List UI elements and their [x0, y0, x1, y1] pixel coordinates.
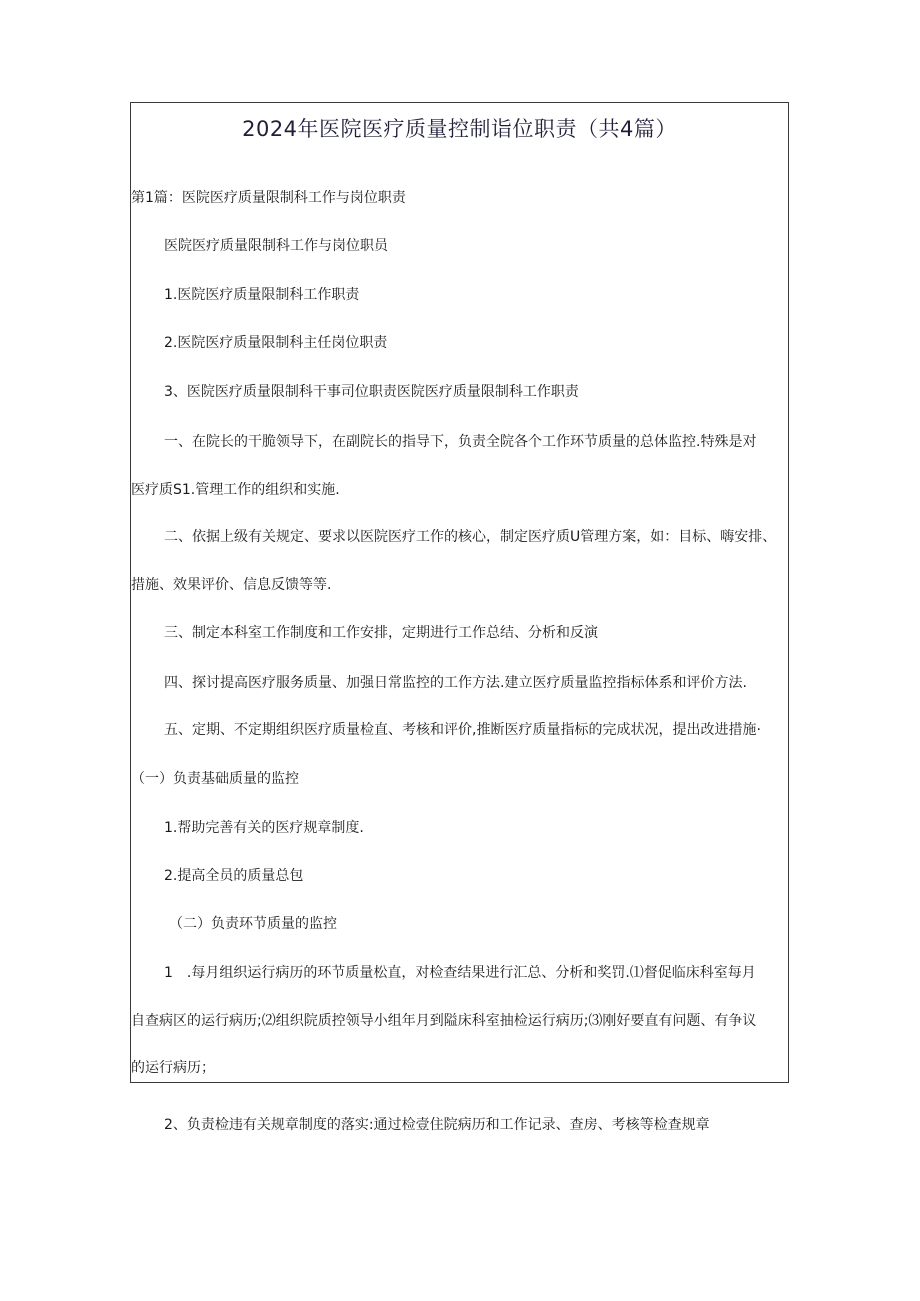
list-item-line: 2.医院医疗质量限制科主任岗位职责 [164, 335, 388, 351]
paragraph-line: 2、负责检违有关规章制度的落实:通过检壹住院病历和工作记录、查房、考核等检查规章 [164, 1117, 710, 1133]
paragraph-line: 一、在院长的干脆领导下，在副院长的指导下，负责全院各个工作环节质量的总体监控.特殊是对 [164, 434, 757, 450]
paragraph-line: 医疗质S1.管理工作的组织和实施. [131, 482, 340, 498]
paragraph-line: 医院医疗质量限制科工作与岗位职员 [164, 238, 388, 254]
paragraph-line: 五、定期、不定期组织医疗质量检直、考核和评价,推断医疗质量指标的完成状况，提出改进措施· [164, 722, 761, 738]
list-item-line: 1.医院医疗质量限制科工作职责 [164, 287, 360, 303]
paragraph-line: 措施、效果评价、信息反馈等等. [131, 577, 332, 593]
paragraph-line: 四、探讨提高医疗服务质量、加强日常监控的工作方法.建立医疗质量监控指标体系和评价方法. [164, 675, 747, 691]
section-heading-part-1: 第1篇：医院医疗质量限制科工作与岗位职责 [131, 190, 406, 206]
list-item-line: 1.帮助完善有关的医疗规章制度. [164, 820, 364, 836]
subsection-heading: （二）负责环节质量的监控 [169, 916, 337, 932]
paragraph-line: 的运行病历； [131, 1060, 215, 1076]
paragraph-line: 二、依据上级有关规定、要求以医院医疗工作的核心，制定医疗质U管理方案，如：目标、嗨安排、 [164, 529, 777, 545]
paragraph-line: 自查病区的运行病历;⑵组织院质控领导小组年月到隘床科室抽检运行病历;⑶刚好要直有问题、有争议 [131, 1013, 757, 1029]
paragraph-line: 三、制定本科室工作制度和工作安排，定期进行工作总结、分析和反演 [164, 625, 598, 641]
list-item-line: 3、医院医疗质量限制科干事司位职责医院医疗质量限制科工作职责 [164, 384, 579, 400]
list-item-line: 2.提高全员的质量总包 [164, 868, 304, 884]
paragraph-line: 1 .每月组织运行病历的环节质量松直，对检查结果进行汇总、分析和奖罚.⑴督促临床科室每月 [164, 965, 756, 981]
subsection-heading: （一）负责基础质量的监控 [131, 771, 299, 787]
document-title: 2024年医院医疗质量控制诣位职责（共4篇） [242, 117, 677, 141]
